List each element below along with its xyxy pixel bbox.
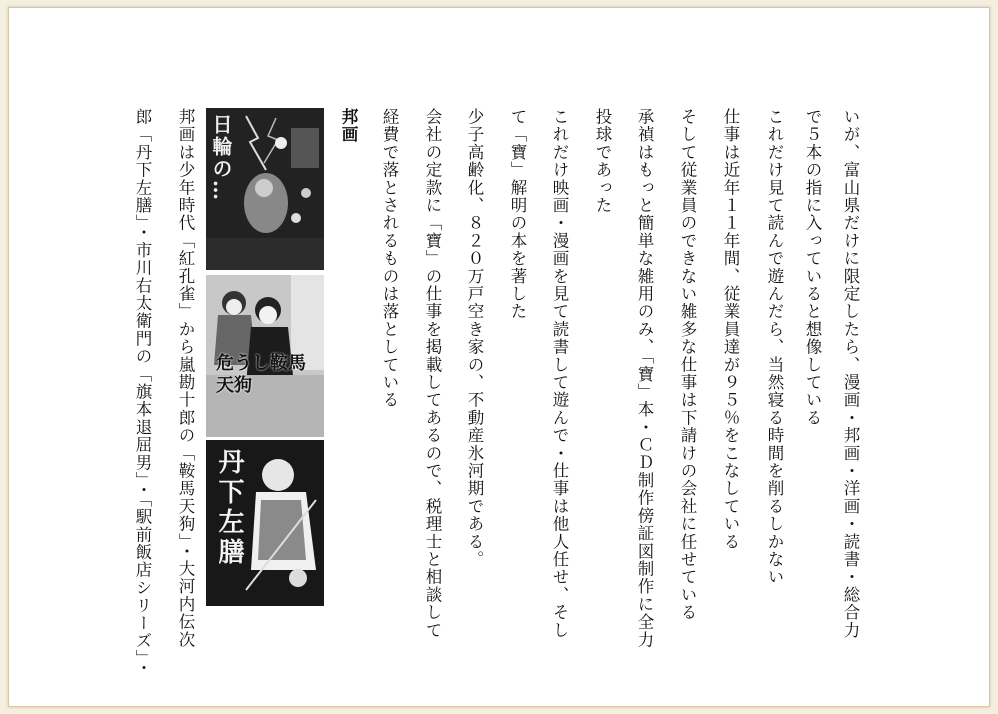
text-line: 承禎はもっと簡単な雑用のみ、「寶」本・ＣＤ制作傍証図制作に全力 [635,108,654,649]
text-line: そして従業員のできない雑多な仕事は下請けの会社に任せている [678,108,697,622]
text-line: 邦画は少年時代「紅孔雀」から嵐勘十郎の「鞍馬天狗」・大河内伝次 [176,108,195,649]
text-line: 経費で落とされるものは落としている [380,108,399,409]
text-line: これだけ映画・漫画を見て読書して遊んで・仕事は他人任せ、そし [550,108,569,639]
movie-poster-2 [206,275,324,437]
text-line: 郎「丹下左膳」・市川右太衛門の「旗本退屈男」・「駅前飯店シリーズ」・ [133,108,152,677]
movie-poster-3 [206,440,324,606]
text-line: これだけ見て読んで遊んだら、当然寝る時間を削るしかない [765,108,784,586]
poster-1-title: 日輪の… [209,114,233,202]
text-line: て「寶」解明の本を著した [508,108,527,321]
poster-2-title: 危うし鞍馬天狗 [216,353,306,396]
section-heading: 邦画 [339,108,358,144]
text-line: 仕事は近年１１年間、従業員達が９５％をこなしている [721,108,740,551]
movie-poster-1 [206,108,324,270]
document-page [8,7,990,707]
poster-3-title: 丹下左膳 [214,448,244,568]
text-line: いが、富山県だけに限定したら、漫画・邦画・洋画・読書・総合力 [841,108,860,639]
text-line: 投球であった [593,108,612,215]
text-line: で５本の指に入っていると想像している [803,108,822,427]
text-line: 会社の定款に「寶」の仕事を掲載してあるので、税理士と相談して [423,108,442,639]
text-line: 少子高齢化、８２０万戸空き家の、不動産氷河期である。 [465,108,484,569]
